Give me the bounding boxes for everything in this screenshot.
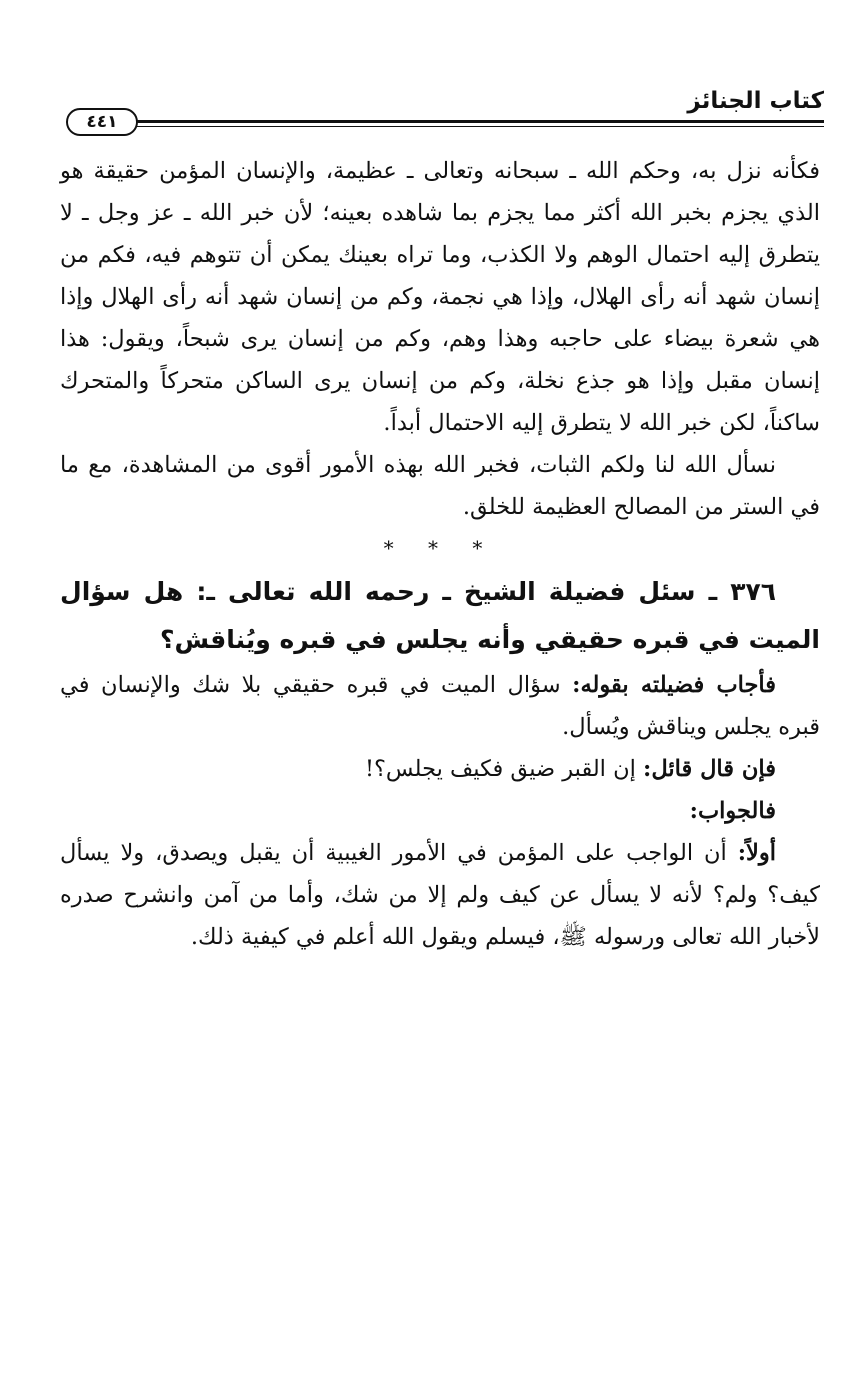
paragraph-2: نسأل الله لنا ولكم الثبات، فخبر الله بهذه الأمور أقوى من المشاهدة، مع ما في الستر من المصالح العظيمة للخلق.: [60, 452, 820, 520]
paragraph-1: فكأنه نزل به، وحكم الله ـ سبحانه وتعالى ـ عظيمة، والإنسان المؤمن حقيقة هو الذي يجزم بخبر الله أكثر مما يجزم بما شاهده بعينه؛ لأن خبر الله ـ عز وجل ـ لا يتطرق إليه احتمال الوهم ولا الكذب، وما تراه بعينك يمكن أن تتوهم فيه، فكم من إنسان شهد أنه رأى الهلال، وإذا هي نجمة، وكم من إنسان شهد أنه رأى الهلال وإذا هي شعرة بيضاء على حاجبه وهذا وهم، وكم من إنسان يرى شبحاً، ويقول: هذا إنسان مقبل وإذا هو جذع نخلة، وكم من إنسان يرى الساكن متحركاً والمتحرك ساكناً، لكن خبر الله لا يتطرق إليه الاحتمال أبداً.: [60, 158, 820, 436]
objection-intro: فإن قال قائل:: [643, 756, 776, 782]
reply-label: فالجواب:: [689, 798, 776, 824]
section-separator: * * *: [383, 536, 497, 560]
chapter-title: كتاب الجنائز: [687, 88, 824, 114]
question-heading: ٣٧٦ ـ سئل فضيلة الشيخ ـ رحمه الله تعالى ـ: هل سؤال الميت في قبره حقيقي وأنه يجلس في قبره ويُناقش؟: [60, 577, 820, 654]
header-rule: [136, 120, 824, 123]
first-point-paragraph: [60, 832, 820, 958]
objection-text: إن القبر ضيق فكيف يجلس؟!: [364, 756, 644, 782]
first-point-label: أولاً:: [737, 840, 776, 866]
page-header: [66, 86, 824, 136]
page-content: [60, 150, 820, 958]
answer-paragraph: [60, 664, 820, 748]
page-number: ٤٤١: [66, 108, 138, 136]
header-rule-thin: [136, 126, 824, 127]
objection-paragraph: [60, 748, 820, 790]
first-point-text: أن الواجب على المؤمن في الأمور الغيبية أن يقبل ويصدق، ولا يسأل كيف؟ ولم؟ لأنه لا يسأل عن كيف ولم إلا من شك، وأما من آمن وانشرح صدره لأخبار الله تعالى ورسوله ﷺ، فيسلم ويقول الله أعلم في كيفية ذلك.: [60, 840, 820, 950]
answer-text: سؤال الميت في قبره حقيقي بلا شك والإنسان في قبره يجلس ويناقش ويُسأل.: [60, 672, 820, 740]
answer-intro: فأجاب فضيلته بقوله:: [572, 672, 777, 698]
